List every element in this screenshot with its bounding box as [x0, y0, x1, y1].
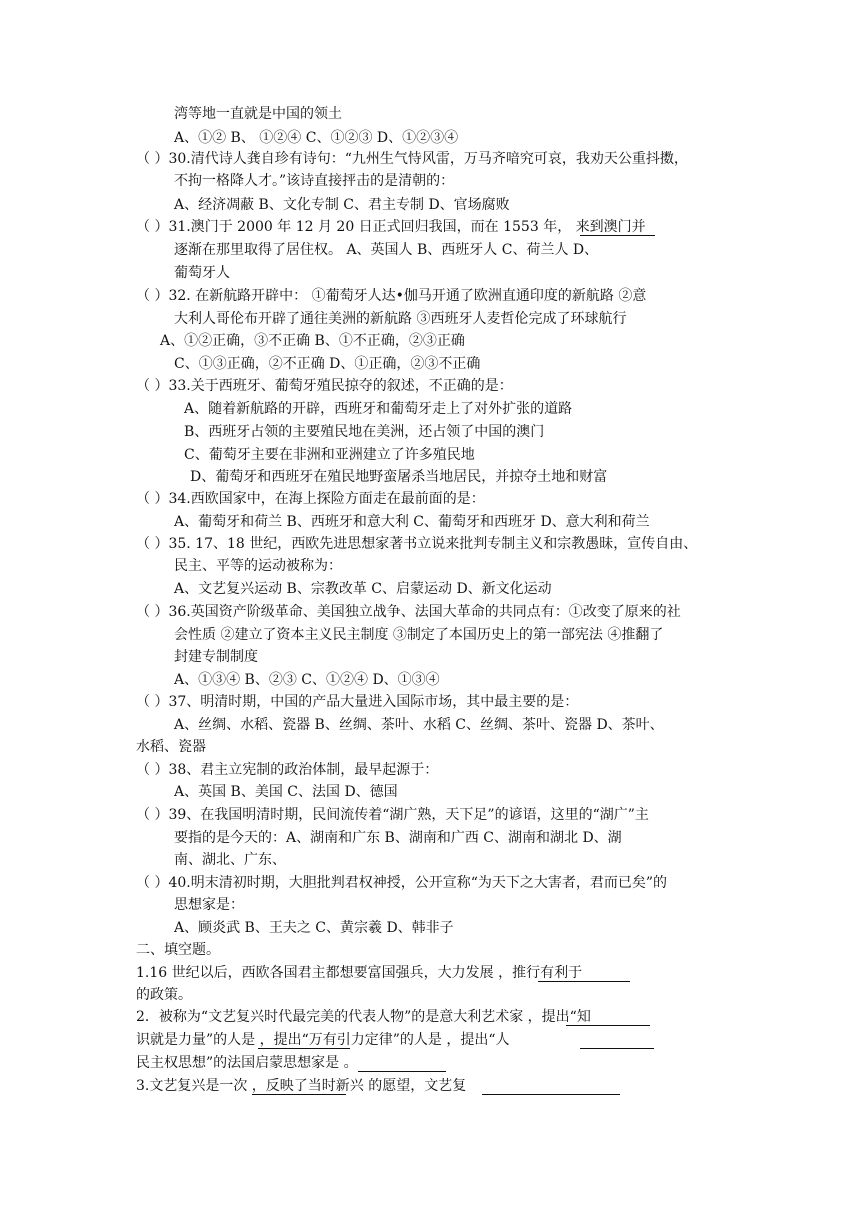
- text-line: （ ）37、明清时期，中国的产品大量进入国际市场，其中最主要的是：: [136, 694, 579, 710]
- text-line: 水稻、瓷器: [136, 739, 206, 755]
- text-line: A、英国 B、美国 C、法国 D、德国: [174, 784, 398, 800]
- text-line: C、葡萄牙主要在非洲和亚洲建立了许多殖民地: [184, 447, 475, 463]
- text-line: A、丝绸、水稻、瓷器 B、丝绸、茶叶、水稻 C、丝绸、茶叶、瓷器 D、茶叶、: [174, 717, 664, 733]
- text-line: （ ）35. 17、18 世纪，西欧先进思想家著书立说来批判专制主义和宗教愚昧，宣传自由、: [136, 536, 698, 552]
- text-line: 2．被称为“文艺复兴时代最完美的代表人物”的是意大利艺术家 ，提出“知: [136, 1009, 591, 1025]
- text-line: 3.文艺复兴是一次 ，反映了当时新兴 的愿望，文艺复: [136, 1078, 467, 1094]
- text-line: 不拘一格降人才。”该诗直接抨击的是清朝的：: [174, 173, 455, 189]
- text-line: （ ）39、在我国明清时期，民间流传着“湖广熟，天下足”的谚语，这里的“湖广”主: [136, 807, 649, 823]
- text-line: 识就是力量”的人是 ，提出“万有引力定律”的人是 ，提出“人: [136, 1032, 510, 1048]
- text-line: D、葡萄牙和西班牙在殖民地野蛮屠杀当地居民，并掠夺土地和财富: [190, 469, 608, 485]
- text-line: 民主权思想”的法国启蒙思想家是 。: [136, 1055, 358, 1071]
- text-line: 的政策。: [136, 987, 192, 1003]
- text-line: 二、填空题。: [136, 942, 220, 958]
- text-line: （ ）32. 在新航路开辟中： ①葡萄牙人达•伽马开通了欧洲直通印度的新航路 ②意: [136, 288, 647, 304]
- text-line: 要指的是今天的：A、湖南和广东 B、湖南和广西 C、湖南和湖北 D、湖: [174, 830, 622, 846]
- text-line: 大利人哥伦布开辟了通往美洲的新航路 ③西班牙人麦哲伦完成了环球航行: [174, 311, 627, 327]
- text-line: （ ）33.关于西班牙、葡萄牙殖民掠夺的叙述，不正确的是：: [136, 378, 513, 394]
- text-line: 封建专制制度: [174, 649, 258, 665]
- text-line: （ ）34.西欧国家中，在海上探险方面走在最前面的是：: [136, 491, 485, 507]
- text-line: A、顾炎武 B、王夫之 C、黄宗羲 D、韩非子: [174, 920, 454, 936]
- text-line: A、①② B、 ①②④ C、①②③ D、①②③④: [174, 130, 459, 146]
- text-line: C、①③正确，②不正确 D、①正确，②③不正确: [174, 356, 481, 372]
- text-line: （ ）30.清代诗人龚自珍有诗句：“九州生气恃风雷，万马齐喑究可哀，我劝天公重抖擞，: [136, 151, 688, 167]
- text-line: 湾等地一直就是中国的领土: [174, 106, 342, 122]
- text-line: B、西班牙占领的主要殖民地在美洲，还占领了中国的澳门: [184, 424, 545, 440]
- text-line: （ ）38、君主立宪制的政治体制，最早起源于：: [136, 762, 439, 778]
- text-line: （ ）31.澳门于 2000 年 12 月 20 日正式回归我国，而在 1553 年， 来到澳门并: [136, 219, 646, 235]
- text-line: （ ）36.英国资产阶级革命、美国独立战争、法国大革命的共同点有：①改变了原来的社: [136, 604, 681, 620]
- text-line: A、①②正确，③不正确 B、①不正确，②③正确: [160, 333, 465, 349]
- text-line: 思想家是：: [174, 897, 244, 913]
- text-line: 民主、平等的运动被称为：: [174, 558, 342, 574]
- text-line: 南、湖北、广东、: [174, 852, 286, 868]
- text-line: A、葡萄牙和荷兰 B、西班牙和意大利 C、葡萄牙和西班牙 D、意大利和荷兰: [174, 514, 650, 530]
- text-line: A、文艺复兴运动 B、宗教改革 C、启蒙运动 D、新文化运动: [174, 581, 552, 597]
- text-line: A、随着新航路的开辟，西班牙和葡萄牙走上了对外扩张的道路: [184, 401, 573, 417]
- text-line: 1.16 世纪以后，西欧各国君主都想要富国强兵，大力发展 ，推行有利于: [136, 965, 583, 981]
- text-line: 逐渐在那里取得了居住权。 A、英国人 B、西班牙人 C、荷兰人 D、: [174, 242, 599, 258]
- text-line: （ ）40.明末清初时期，大胆批判君权神授，公开宣称“为天下之大害者，君而已矣”的: [136, 875, 668, 891]
- text-line: 葡萄牙人: [174, 265, 230, 281]
- text-line: A、①③④ B、②③ C、①②④ D、①③④: [174, 672, 440, 688]
- text-line: A、经济凋蔽 B、文化专制 C、君主专制 D、官场腐败: [174, 197, 510, 213]
- text-line: 会性质 ②建立了资本主义民主制度 ③制定了本国历史上的第一部宪法 ④推翻了: [174, 627, 664, 643]
